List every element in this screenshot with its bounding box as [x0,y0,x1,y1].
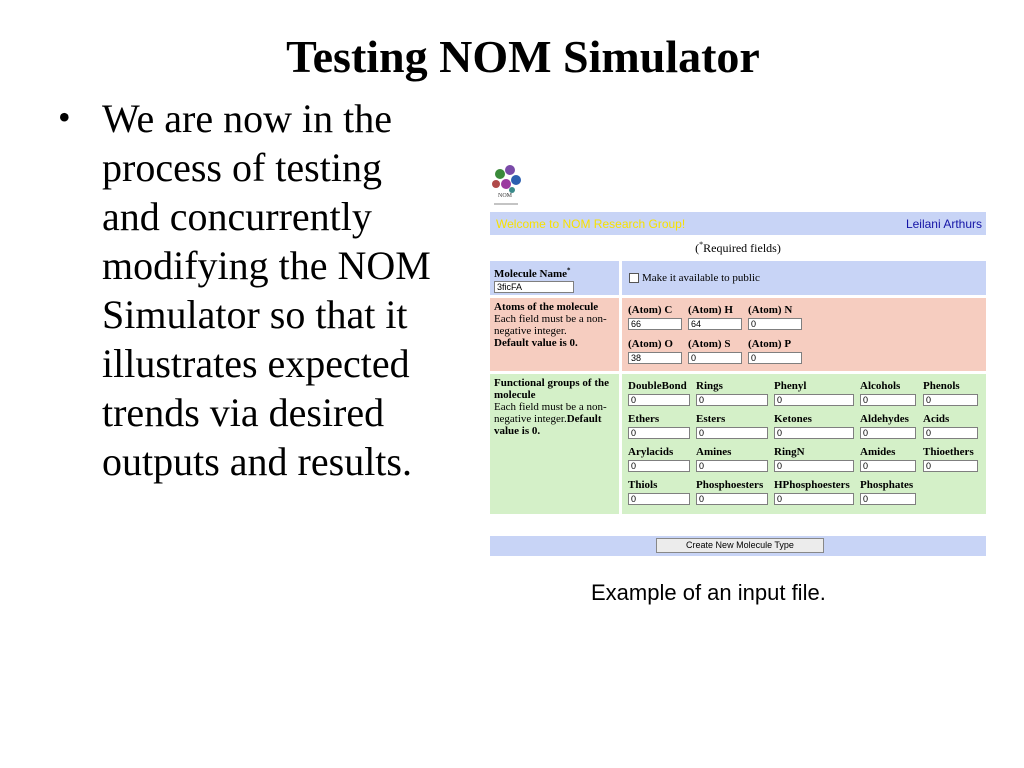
molecule-name-label-cell [490,261,619,295]
field-thioethers [923,446,978,472]
field-label: Rings [696,380,723,392]
field-input[interactable]: 0 [923,460,978,472]
field-rings [696,380,768,406]
field-label: (Atom) H [688,304,733,316]
bullet-text: We are now in the process of testing and concurrently modifying the NOM Simulator so that it illustrates expected trends via desired outputs and results. [102,96,431,484]
field-input[interactable]: 0 [628,493,690,505]
field-atom-s [688,338,742,364]
field-label: DoubleBond [628,380,687,392]
field-input[interactable]: 0 [774,427,854,439]
field-label: HPhosphoesters [774,479,850,491]
field-esters [696,413,768,439]
required-asterisk: * [699,240,704,249]
field-doublebond [628,380,690,406]
field-label: Ketones [774,413,812,425]
molecule-name-label: Molecule Name* [494,266,571,280]
field-input[interactable]: 0 [860,493,916,505]
molecule-name-input[interactable]: 3ficFA [494,281,574,293]
field-label: Phenyl [774,380,807,392]
field-label: Amines [696,446,732,458]
field-label: Esters [696,413,726,425]
field-ethers [628,413,690,439]
input-file-screenshot [488,160,988,560]
bottom-bar [490,536,986,556]
field-amines [696,446,768,472]
slide-title: Testing NOM Simulator [286,31,760,82]
field-amides [860,446,916,472]
field-input[interactable]: 0 [688,352,742,364]
nom-logo-icon [488,160,528,210]
field-input[interactable]: 0 [696,427,768,439]
public-checkbox[interactable] [629,273,639,283]
field-input[interactable]: 0 [860,394,916,406]
field-label: Aldehydes [860,413,909,425]
field-input[interactable]: 38 [628,352,682,364]
field-ketones [774,413,854,439]
field-input[interactable]: 64 [688,318,742,330]
field-arylacids [628,446,690,472]
welcome-bar [490,212,986,235]
field-acids [923,413,978,439]
field-input[interactable]: 0 [774,394,854,406]
field-label: Phosphates [860,479,914,491]
field-alcohols [860,380,916,406]
field-input[interactable]: 0 [860,460,916,472]
field-input[interactable]: 0 [628,460,690,472]
field-input[interactable]: 0 [696,493,768,505]
field-input[interactable]: 0 [696,460,768,472]
field-ringn [774,446,854,472]
field-label: Arylacids [628,446,674,458]
field-label: RingN [774,446,805,458]
field-label: (Atom) N [748,304,793,316]
field-label: Phosphoesters [696,479,764,491]
functional-label-title: Functional groups of the molecule [494,377,610,401]
molecule-name-row [490,261,986,295]
required-fields-note: (*Required fields) [695,240,781,255]
functional-fields [622,374,986,514]
public-option-cell [622,261,986,295]
field-label: Acids [923,413,950,425]
atoms-fields [622,298,986,371]
atoms-row [490,298,986,371]
field-atom-p [748,338,802,364]
field-input[interactable]: 66 [628,318,682,330]
field-input[interactable]: 0 [774,460,854,472]
atoms-label-desc: Each field must be a non-negative integer. [494,313,607,337]
atoms-label-title: Atoms of the molecule [494,301,599,313]
field-atom-h [688,304,742,330]
field-input[interactable]: 0 [923,394,978,406]
field-input[interactable]: 0 [748,352,802,364]
field-phenyl [774,380,854,406]
field-label: (Atom) P [748,338,792,350]
field-label: Phenols [923,380,960,392]
field-thiols [628,479,690,505]
field-phosphoesters [696,479,768,505]
field-input[interactable]: 0 [628,394,690,406]
field-aldehydes [860,413,916,439]
field-input[interactable]: 0 [628,427,690,439]
field-input[interactable]: 0 [923,427,978,439]
public-checkbox-group[interactable] [629,272,760,284]
welcome-text: Welcome to NOM Research Group! [496,217,686,231]
field-label: Thioethers [923,446,974,458]
field-input[interactable]: 0 [774,493,854,505]
field-label: (Atom) O [628,338,673,350]
functional-label-desc: Each field must be a non-negative integer.Default value is 0. [494,401,607,437]
user-name-link[interactable]: Leilani Arthurs [905,217,982,231]
field-label: Amides [860,446,896,458]
field-label: (Atom) C [628,304,673,316]
field-hphosphoesters [774,479,854,505]
figure-caption: Example of an input file. [591,580,826,605]
field-atom-n [748,304,802,330]
field-input[interactable]: 0 [748,318,802,330]
field-phenols [923,380,978,406]
field-input[interactable]: 0 [696,394,768,406]
required-note-text: Required fields) [703,241,781,255]
field-label: Thiols [628,479,658,491]
functional-label-cell [490,374,619,514]
atoms-label-default: Default value is 0. [494,337,578,349]
field-input[interactable]: 0 [860,427,916,439]
logo-text: NOM [498,193,513,199]
bullet-dot-icon: • [58,97,71,137]
atoms-label-cell [490,298,619,371]
field-atom-c [628,304,682,330]
functional-groups-row [490,374,986,514]
field-label: (Atom) S [688,338,731,350]
field-phosphates [860,479,916,505]
field-label: Ethers [628,413,660,425]
public-checkbox-label: Make it available to public [642,272,760,284]
field-atom-o [628,338,682,364]
field-label: Alcohols [860,380,901,392]
create-molecule-button[interactable]: Create New Molecule Type [656,538,824,553]
